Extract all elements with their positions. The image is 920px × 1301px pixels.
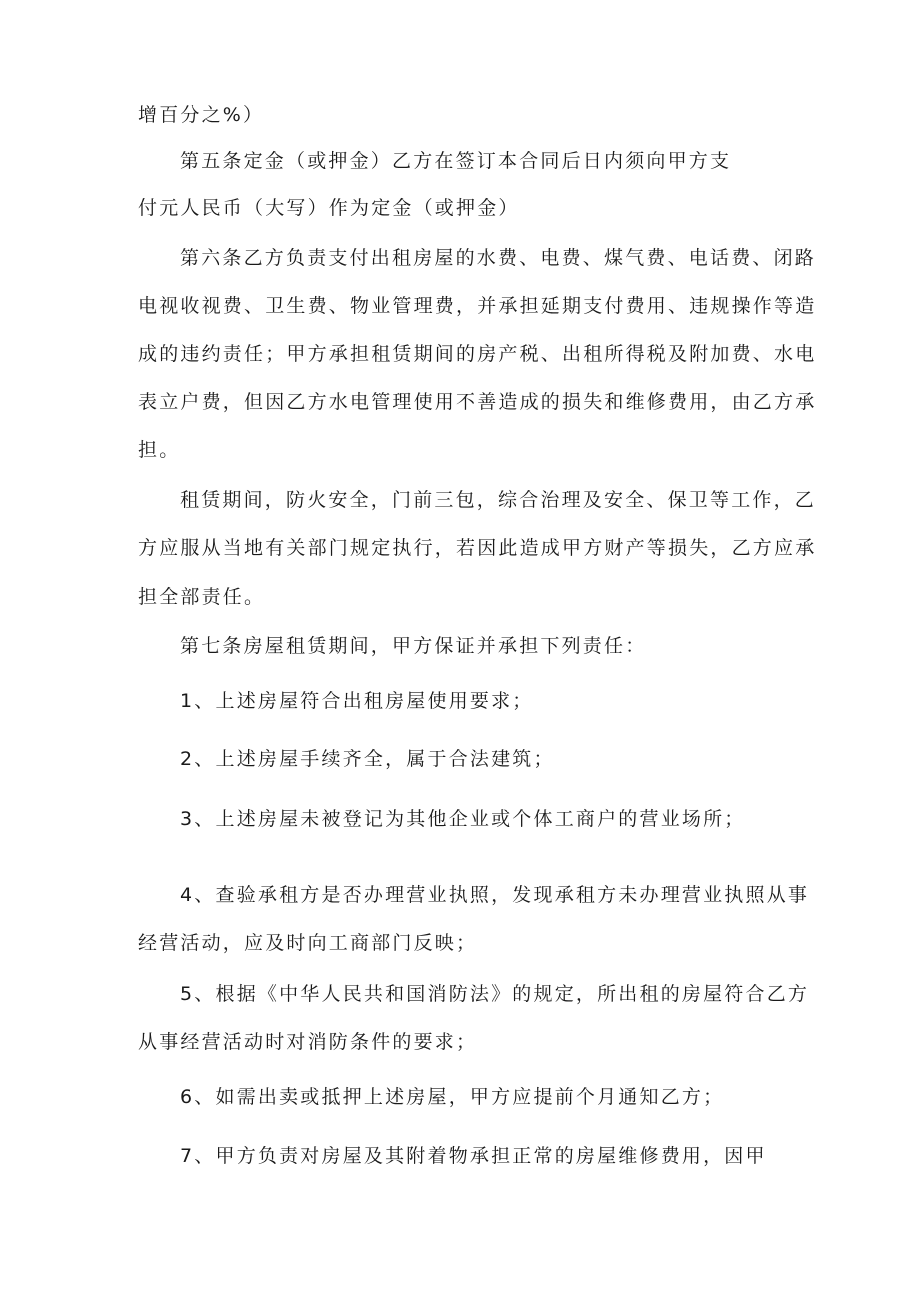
text-line-15: 3、上述房屋未被登记为其他企业或个体工商户的营业场所；	[180, 808, 746, 830]
text-line-3: 付元人民币（大写）作为定金（或押金）	[138, 197, 520, 219]
text-line-19: 从事经营活动时对消防条件的要求；	[138, 1031, 478, 1053]
text-line-21: 7、甲方负责对房屋及其附着物承担正常的房屋维修费用，因甲	[180, 1145, 767, 1167]
text-line-6: 成的违约责任；甲方承担租赁期间的房产税、出租所得税及附加费、水电	[138, 343, 817, 365]
text-line-18: 5、根据《中华人民共和国消防法》的规定，所出租的房屋符合乙方	[180, 983, 810, 1005]
text-line-1: 增百分之%）	[138, 104, 265, 126]
text-line-4: 第六条乙方负责支付出租房屋的水费、电费、煤气费、电话费、闭路	[180, 247, 817, 269]
text-line-5: 电视收视费、卫生费、物业管理费，并承担延期支付费用、违规操作等造	[138, 295, 817, 317]
text-line-20: 6、如需出卖或抵押上述房屋，甲方应提前个月通知乙方；	[180, 1086, 725, 1108]
text-line-17: 经营活动，应及时向工商部门反映；	[138, 932, 478, 954]
text-line-2: 第五条定金（或押金）乙方在签订本合同后日内须向甲方支	[180, 150, 732, 172]
text-line-7: 表立户费，但因乙方水电管理使用不善造成的损失和维修费用，由乙方承	[138, 391, 817, 413]
text-line-10: 方应服从当地有关部门规定执行，若因此造成甲方财产等损失，乙方应承	[138, 537, 817, 559]
text-line-11: 担全部责任。	[138, 586, 266, 608]
text-line-12: 第七条房屋租赁期间，甲方保证并承担下列责任：	[180, 635, 647, 657]
text-line-16: 4、查验承租方是否办理营业执照，发现承租方未办理营业执照从事	[180, 884, 810, 906]
text-line-13: 1、上述房屋符合出租房屋使用要求；	[180, 690, 534, 712]
text-line-8: 担。	[138, 439, 181, 461]
text-line-14: 2、上述房屋手续齐全，属于合法建筑；	[180, 748, 555, 770]
text-line-9: 租赁期间，防火安全，门前三包，综合治理及安全、保卫等工作，乙	[180, 489, 817, 511]
